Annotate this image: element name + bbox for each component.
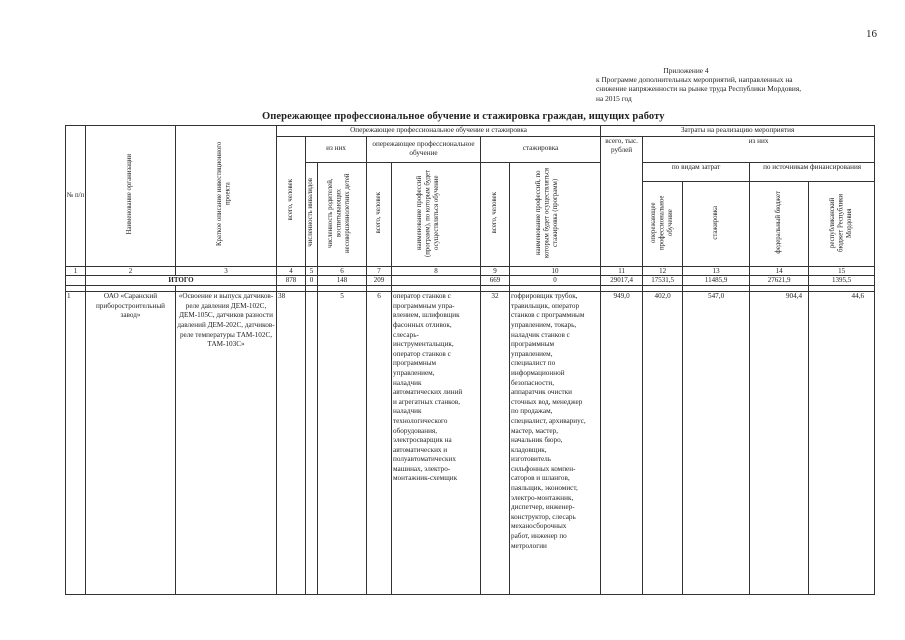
header-total-people: всего, человек <box>277 136 306 267</box>
row-cell: 5 <box>318 292 367 595</box>
header-int-names: наименование профессий, по которым будет осуществляться стажировка (программ) <box>510 162 601 267</box>
header-adv-training: опережающее профессиональное обучение <box>367 136 481 162</box>
col-num: 2 <box>86 267 176 276</box>
total-cell: 209 <box>367 276 392 286</box>
appendix-line-3: снижение напряженности на рынке труда Республики Мордовия, <box>596 84 802 94</box>
header-cost-adv: опережающее профессиональное обучение <box>643 182 683 267</box>
col-num: 9 <box>481 267 510 276</box>
total-cell: 17531,5 <box>643 276 683 286</box>
total-cell: 148 <box>318 276 367 286</box>
program-table <box>65 125 875 595</box>
row-cell: 547,0 <box>683 292 750 595</box>
total-cell <box>392 276 481 286</box>
col-num: 14 <box>750 267 809 276</box>
header-org: Наименование организации <box>86 126 176 267</box>
col-num: 5 <box>306 267 318 276</box>
table-row <box>66 292 875 595</box>
col-num: 15 <box>809 267 875 276</box>
row-cell: 949,0 <box>601 292 643 595</box>
header-num: № п/п <box>66 126 86 267</box>
col-num: 1 <box>66 267 86 276</box>
col-num: 4 <box>277 267 306 276</box>
row-cell: 38 <box>277 292 306 595</box>
document-title: Опережающее профессиональное обучение и стажировка граждан, ищущих работу <box>262 111 665 122</box>
header-costs-of-them: из них <box>643 136 875 162</box>
column-numbers-row <box>66 267 875 276</box>
appendix-note <box>596 66 836 103</box>
header-rep-budget: республиканский бюджет Республики Мордовия <box>809 182 875 267</box>
header-adv-total: всего, человек <box>367 162 392 267</box>
col-num: 10 <box>510 267 601 276</box>
col-num: 11 <box>601 267 643 276</box>
col-num: 13 <box>683 267 750 276</box>
total-cell: 669 <box>481 276 510 286</box>
header-project: Краткое описание инвестиционного проекта <box>176 126 277 267</box>
total-cell: 0 <box>510 276 601 286</box>
header-by-source: по источникам финансирования <box>750 162 875 182</box>
col-num: 8 <box>392 267 481 276</box>
header-parents: численность родителей, воспитывающих несовершеннолетних детей <box>318 162 367 267</box>
row-cell: 44,6 <box>809 292 875 595</box>
header-by-type: по видам затрат <box>643 162 750 182</box>
row-num: 1 <box>66 292 86 595</box>
col-num: 3 <box>176 267 277 276</box>
total-cell: 1395,5 <box>809 276 875 286</box>
row-cell: 402,0 <box>643 292 683 595</box>
header-internship: стажировка <box>481 136 601 162</box>
appendix-line-2: к Программе дополнительных мероприятий, направленных на <box>596 75 793 85</box>
row-cell <box>306 292 318 595</box>
header-int-total: всего, человек <box>481 162 510 267</box>
row-cell: 904,4 <box>750 292 809 595</box>
total-label: ИТОГО <box>86 276 277 286</box>
col-num: 12 <box>643 267 683 276</box>
total-cell: 11485,9 <box>683 276 750 286</box>
row-project: «Освоение и выпуск датчиков-реле давления ДЕМ-102С, ДЕМ-105С, датчиков разности давлений ДЕМ-202С, датчиков-реле температуры ТАМ-102С, ТАМ-103С» <box>176 292 277 595</box>
appendix-line-4: на 2015 год <box>596 93 632 103</box>
row-cell: 32 <box>481 292 510 595</box>
page-number: 16 <box>866 28 877 40</box>
col-num: 7 <box>367 267 392 276</box>
header-of-them: из них <box>306 136 367 162</box>
total-cell: 0 <box>306 276 318 286</box>
total-cell: 27621,9 <box>750 276 809 286</box>
header-group-costs: Затраты на реализацию мероприятия <box>601 126 875 137</box>
header-disabled: численность инвалидов <box>306 162 318 267</box>
appendix-line-1: Приложение 4 <box>663 66 709 75</box>
header-adv-names: наименование профессий (программ), по которым будет осуществляться обучение <box>392 162 481 267</box>
row-int-professions: гофрировщик трубок, травильщик, оператор станков с программным управлением, токарь, наладчик станков с программным управлением, специалист по информационной безопасности, аппаратчик очистки сточных вод, менеджер по продажам, специалист, архивариус, мастер, мастер, начальник бюро, кладовщик, изготовитель сильфонных компен- саторов и шлангов, паяльщик, экономист, электро-монтажник, диспетчер, инженер- конструктор, слесарь механосборочных работ, инженер по метрологии <box>510 292 601 595</box>
row-cell: 6 <box>367 292 392 595</box>
header-costs-total: всего, тыс. рублей <box>601 136 643 267</box>
header-group-main: Опережающее профессиональное обучение и стажировка <box>277 126 601 137</box>
header-cost-int: стажировка <box>683 182 750 267</box>
total-cell: 29017,4 <box>601 276 643 286</box>
row-org: ОАО «Саранский приборостроительный завод» <box>86 292 176 595</box>
header-fed-budget: федеральный бюджет <box>750 182 809 267</box>
total-cell: 878 <box>277 276 306 286</box>
row-adv-professions: оператор станков с программным упра- влением, шлифовщик фасонных отливок, слесарь- инструментальщик, оператор станков с программным управлением, наладчик автоматических линий и агрегатных станков, наладчик технологического оборудования, электросварщик на автоматических и полуавтоматических машинах, электро- монтажник-схемщик <box>392 292 481 595</box>
col-num: 6 <box>318 267 367 276</box>
total-row <box>66 276 875 286</box>
